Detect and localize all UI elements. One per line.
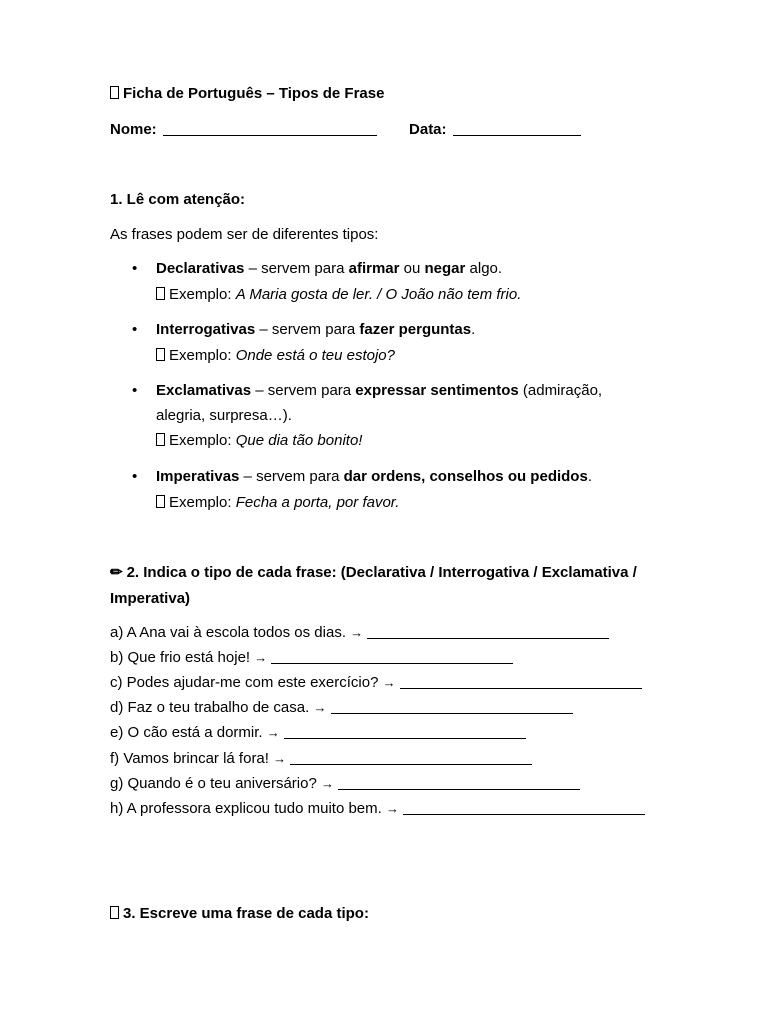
exercise-line: a) A Ana vai à escola todos os dias. → — [110, 624, 609, 642]
answer-blank[interactable] — [400, 674, 642, 689]
arrow-icon: → — [320, 776, 334, 791]
example-interrogativas: Exemplo: Onde está o teu estojo? — [156, 347, 395, 365]
arrow-icon: → — [254, 650, 268, 665]
date-label: Data: — [409, 121, 447, 138]
arrow-icon: → — [382, 675, 396, 690]
exercise-line: f) Vamos brincar lá fora! → — [110, 750, 532, 768]
bullet-icon: • — [132, 260, 138, 277]
arrow-icon: → — [266, 725, 280, 740]
list-item-interrogativas: Interrogativas – servem para fazer perguntas. — [156, 321, 476, 338]
exercise-line: c) Podes ajudar-me com este exercício? → — [110, 674, 642, 692]
name-label: Nome: — [110, 121, 157, 138]
bullet-icon: • — [132, 468, 138, 485]
missing-glyph-icon — [156, 433, 165, 446]
answer-blank[interactable] — [367, 624, 609, 639]
list-item-exclamativas-cont: alegria, surpresa…). — [156, 407, 292, 424]
arrow-icon: → — [350, 625, 364, 640]
date-blank[interactable] — [453, 121, 581, 136]
list-item-imperativas: Imperativas – servem para dar ordens, conselhos ou pedidos. — [156, 468, 592, 485]
exercise-line: d) Faz o teu trabalho de casa. → — [110, 699, 573, 717]
name-date-row — [110, 121, 581, 139]
missing-glyph-icon — [156, 348, 165, 361]
answer-blank[interactable] — [403, 800, 645, 815]
missing-glyph-icon — [110, 906, 119, 919]
section2-heading: ✏ 2. Indica o tipo de cada frase: (Declarativa / Interrogativa / Exclamativa / — [110, 564, 637, 581]
answer-blank[interactable] — [338, 775, 580, 790]
answer-blank[interactable] — [290, 750, 532, 765]
name-blank[interactable] — [163, 121, 377, 136]
section1-heading: 1. Lê com atenção: — [110, 191, 246, 208]
exercise-line: b) Que frio está hoje! → — [110, 649, 513, 667]
example-exclamativas: Exemplo: Que dia tão bonito! — [156, 432, 362, 450]
answer-blank[interactable] — [284, 724, 526, 739]
arrow-icon: → — [273, 751, 287, 766]
section2-heading-cont: Imperativa) — [110, 590, 191, 607]
list-item-exclamativas: Exclamativas – servem para expressar sentimentos (admiração, — [156, 382, 603, 399]
bullet-icon: • — [132, 382, 138, 399]
section3-heading: 3. Escreve uma frase de cada tipo: — [110, 905, 369, 923]
missing-glyph-icon — [156, 495, 165, 508]
example-imperativas: Exemplo: Fecha a porta, por favor. — [156, 494, 399, 512]
exercise-line: g) Quando é o teu aniversário? → — [110, 775, 580, 793]
exercise-line: e) O cão está a dormir. → — [110, 724, 526, 742]
answer-blank[interactable] — [331, 699, 573, 714]
pencil-icon: ✏ — [110, 564, 123, 581]
answer-blank[interactable] — [271, 649, 513, 664]
worksheet-title: Ficha de Português – Tipos de Frase — [110, 85, 384, 103]
arrow-icon: → — [313, 700, 327, 715]
exercise-line: h) A professora explicou tudo muito bem. → — [110, 800, 645, 818]
arrow-icon: → — [386, 801, 399, 816]
missing-glyph-icon — [110, 86, 119, 99]
missing-glyph-icon — [156, 287, 165, 300]
list-item-declarativas: Declarativas – servem para afirmar ou negar algo. — [156, 260, 503, 277]
example-declarativas: Exemplo: A Maria gosta de ler. / O João não tem frio. — [156, 286, 521, 304]
bullet-icon: • — [132, 321, 138, 338]
section1-intro: As frases podem ser de diferentes tipos: — [110, 226, 379, 243]
